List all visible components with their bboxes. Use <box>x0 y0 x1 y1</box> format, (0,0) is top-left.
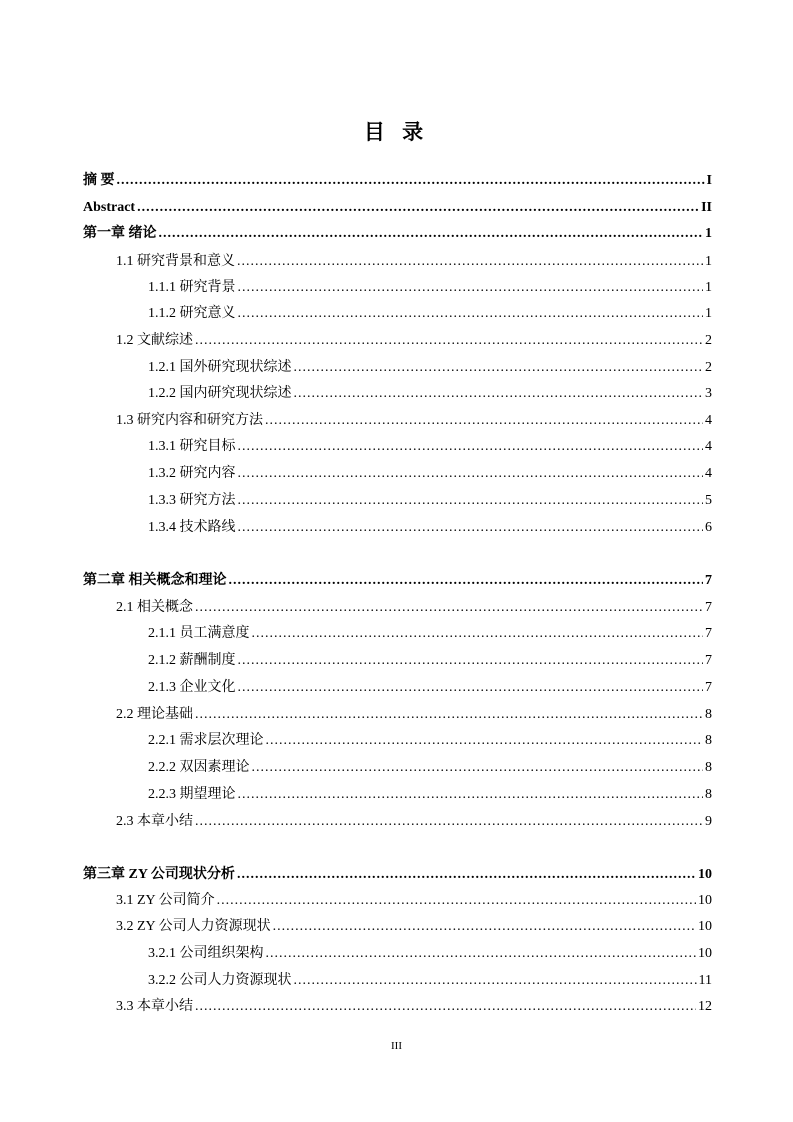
toc-entry-page: 1 <box>705 254 712 269</box>
toc-entry[interactable] <box>0 571 712 591</box>
toc-entry-page: 7 <box>705 573 712 588</box>
toc-leader-dots <box>238 651 704 671</box>
toc-entry[interactable] <box>0 812 712 832</box>
toc-leader-dots <box>238 785 704 805</box>
toc-entry[interactable] <box>0 731 712 751</box>
toc-entry-page: 10 <box>698 946 712 961</box>
toc-leader-dots <box>137 198 699 218</box>
toc-entry[interactable] <box>0 491 712 511</box>
toc-entry-label: 1.3.3 研究方法 <box>148 493 236 508</box>
toc-leader-dots <box>266 944 697 964</box>
toc-entry-page: 7 <box>705 626 712 641</box>
toc-entry-label: 3.2.1 公司组织架构 <box>148 946 264 961</box>
toc-entry-page: 8 <box>705 787 712 802</box>
toc-leader-dots <box>238 491 704 511</box>
toc-entry-label: 2.1.3 企业文化 <box>148 680 236 695</box>
toc-entry[interactable] <box>0 384 712 404</box>
toc-entry[interactable] <box>0 252 712 272</box>
toc-entry[interactable] <box>0 651 712 671</box>
toc-entry-label: 第一章 绪论 <box>83 226 157 241</box>
toc-entry[interactable] <box>0 758 712 778</box>
toc-entry-page: 1 <box>705 280 712 295</box>
toc-entry[interactable] <box>0 971 712 991</box>
toc-leader-dots <box>273 917 696 937</box>
toc-entry-page: 10 <box>698 893 712 908</box>
toc-entry-page: 12 <box>698 999 712 1014</box>
toc-leader-dots <box>195 598 703 618</box>
toc-entry-page: 2 <box>705 360 712 375</box>
toc-entry-label: 3.2.2 公司人力资源现状 <box>148 973 292 988</box>
toc-entry-label: 摘 要 <box>83 173 115 188</box>
toc-entry-page: 4 <box>705 466 712 481</box>
toc-leader-dots <box>265 411 703 431</box>
toc-entry-page: I <box>706 173 712 188</box>
toc-entry-label: 2.2.2 双因素理论 <box>148 760 250 775</box>
toc-entry[interactable] <box>0 437 712 457</box>
toc-entry-page: 6 <box>705 520 712 535</box>
toc-entry-label: 2.1.1 员工满意度 <box>148 626 250 641</box>
toc-entry[interactable] <box>0 171 712 191</box>
toc-entry-page: 3 <box>705 386 712 401</box>
toc-leader-dots <box>252 624 704 644</box>
toc-entry-label: 2.2.1 需求层次理论 <box>148 733 264 748</box>
toc-leader-dots <box>294 358 704 378</box>
toc-leader-dots <box>159 224 704 244</box>
toc-leader-dots <box>237 865 696 885</box>
toc-leader-dots <box>238 518 704 538</box>
toc-leader-dots <box>217 891 696 911</box>
toc-entry-label: 2.1.2 薪酬制度 <box>148 653 236 668</box>
toc-entry-label: 2.3 本章小结 <box>116 814 193 829</box>
toc-leader-dots <box>294 384 704 404</box>
toc-entry-page: II <box>701 200 712 215</box>
toc-leader-dots <box>252 758 704 778</box>
toc-entry-label: 第三章 ZY 公司现状分析 <box>83 867 235 882</box>
toc-entry-label: 3.2 ZY 公司人力资源现状 <box>116 919 271 934</box>
toc-entry[interactable] <box>0 678 712 698</box>
toc-leader-dots <box>237 252 703 272</box>
toc-entry-label: 1.2 文献综述 <box>116 333 193 348</box>
toc-leader-dots <box>238 278 704 298</box>
toc-leader-dots <box>229 571 704 591</box>
page-number: III <box>391 1040 402 1052</box>
toc-entry-page: 8 <box>705 733 712 748</box>
toc-entry[interactable] <box>0 411 712 431</box>
toc-entry-page: 8 <box>705 760 712 775</box>
toc-leader-dots <box>117 171 705 191</box>
toc-entry-label: 1.1.1 研究背景 <box>148 280 236 295</box>
toc-entry[interactable] <box>0 891 712 911</box>
toc-entry-page: 1 <box>705 306 712 321</box>
toc-entry-label: 1.2.2 国内研究现状综述 <box>148 386 292 401</box>
toc-entry-label: 3.1 ZY 公司简介 <box>116 893 215 908</box>
toc-entry-page: 11 <box>698 973 712 988</box>
toc-entry-page: 1 <box>705 226 712 241</box>
toc-leader-dots <box>195 331 703 351</box>
toc-entry[interactable] <box>0 624 712 644</box>
toc-entry[interactable] <box>0 705 712 725</box>
toc-entry[interactable] <box>0 518 712 538</box>
toc-entry-page: 4 <box>705 413 712 428</box>
toc-leader-dots <box>266 731 704 751</box>
toc-entry[interactable] <box>0 464 712 484</box>
toc-entry-page: 7 <box>705 680 712 695</box>
toc-leader-dots <box>294 971 697 991</box>
toc-entry-label: 2.2 理论基础 <box>116 707 193 722</box>
toc-entry-page: 10 <box>698 867 712 882</box>
toc-entry-page: 7 <box>705 600 712 615</box>
toc-leader-dots <box>238 437 704 457</box>
toc-entry[interactable] <box>0 917 712 937</box>
toc-entry[interactable] <box>0 358 712 378</box>
toc-leader-dots <box>195 997 696 1017</box>
toc-entry-label: Abstract <box>83 200 136 215</box>
toc-entry-label: 1.2.1 国外研究现状综述 <box>148 360 292 375</box>
toc-entry-page: 2 <box>705 333 712 348</box>
toc-entry[interactable] <box>0 598 712 618</box>
toc-entry-label: 1.3.2 研究内容 <box>148 466 236 481</box>
toc-leader-dots <box>195 812 703 832</box>
toc-entry[interactable] <box>0 997 712 1017</box>
toc-leader-dots <box>238 678 704 698</box>
toc-entry-page: 8 <box>705 707 712 722</box>
toc-entry-page: 5 <box>705 493 712 508</box>
toc-entry-page: 9 <box>705 814 712 829</box>
toc-entry[interactable] <box>0 278 712 298</box>
toc-entry-page: 7 <box>705 653 712 668</box>
toc-entry-label: 1.3.1 研究目标 <box>148 439 236 454</box>
page-title: 目 录 <box>363 120 430 144</box>
toc-entry[interactable] <box>0 865 712 885</box>
toc-entry[interactable] <box>0 331 712 351</box>
toc-leader-dots <box>238 304 704 324</box>
toc-entry[interactable] <box>0 785 712 805</box>
toc-entry-label: 1.1 研究背景和意义 <box>116 254 235 269</box>
toc-entry-label: 3.3 本章小结 <box>116 999 193 1014</box>
toc-entry[interactable] <box>0 304 712 324</box>
toc-entry[interactable] <box>0 224 712 244</box>
toc-entry-label: 2.2.3 期望理论 <box>148 787 236 802</box>
toc-entry[interactable] <box>0 944 712 964</box>
toc-entry-label: 2.1 相关概念 <box>116 600 193 615</box>
toc-leader-dots <box>195 705 703 725</box>
toc-leader-dots <box>238 464 704 484</box>
toc-entry-page: 4 <box>705 439 712 454</box>
toc-entry-label: 第二章 相关概念和理论 <box>83 573 227 588</box>
toc-entry[interactable] <box>0 198 712 218</box>
toc-entry-label: 1.3.4 技术路线 <box>148 520 236 535</box>
toc-entry-label: 1.3 研究内容和研究方法 <box>116 413 263 428</box>
toc-entry-page: 10 <box>698 919 712 934</box>
toc-entry-label: 1.1.2 研究意义 <box>148 306 236 321</box>
